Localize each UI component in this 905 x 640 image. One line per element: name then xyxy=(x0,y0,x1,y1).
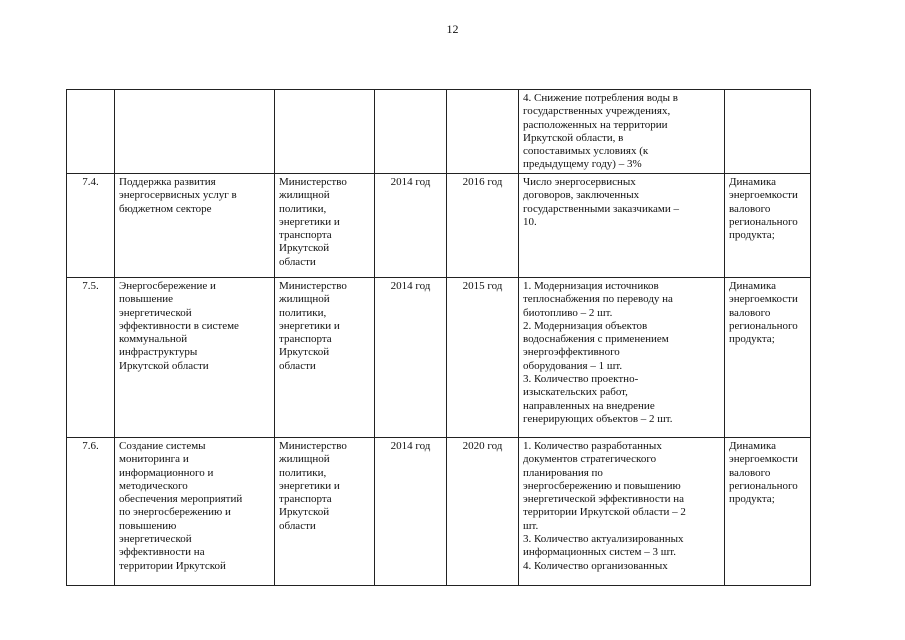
cell-activity-name-line: энергосервисных услуг в xyxy=(119,189,237,202)
cell-activity-name-line: по энергосбережению и xyxy=(119,506,231,519)
cell-end-year xyxy=(447,438,519,586)
cell-executor-line: транспорта xyxy=(279,493,332,506)
cell-executor-line: жилищной xyxy=(279,453,330,466)
cell-expected-results-line: государственными заказчиками – xyxy=(523,202,679,215)
cell-expected-results-line: шт. xyxy=(523,519,539,532)
cell-number xyxy=(67,438,115,586)
cell-indicator-line: валового xyxy=(729,202,771,215)
cell-activity-name-line: методического xyxy=(119,479,188,492)
cell-executor-line: транспорта xyxy=(279,229,332,242)
cell-expected-results xyxy=(519,278,725,438)
cell-expected-results-line: направленных на внедрение xyxy=(523,399,655,412)
cell-expected-results-line: теплоснабжения по переводу на xyxy=(523,293,673,306)
cell-expected-results-line: энергоэффективного xyxy=(523,346,620,359)
cell-activity-name xyxy=(115,438,275,586)
cell-activity-name xyxy=(115,278,275,438)
cell-indicator-line: продукта; xyxy=(729,333,775,346)
table-row xyxy=(67,90,811,174)
cell-executor-line: жилищной xyxy=(279,189,330,202)
cell-expected-results-line: 3. Количество проектно- xyxy=(523,373,639,386)
cell-start-year-text: 2014 год xyxy=(390,440,431,452)
cell-indicator-line: Динамика xyxy=(729,280,777,292)
cell-executor-line: энергетики и xyxy=(279,479,340,492)
cell-number-text: 7.5. xyxy=(82,280,99,292)
cell-end-year xyxy=(447,90,519,174)
cell-expected-results-line: 2. Модернизация объектов xyxy=(523,319,648,332)
cell-expected-results-line: договоров, заключенных xyxy=(523,189,640,202)
cell-activity-name-line: Поддержка развития xyxy=(119,176,216,188)
cell-expected-results-line: энергетической эффективности на xyxy=(523,493,684,506)
cell-executor-line: энергетики и xyxy=(279,319,340,332)
cell-executor-line: жилищной xyxy=(279,293,330,306)
cell-expected-results-line: 1. Количество разработанных xyxy=(523,440,662,452)
cell-end-year-text: 2016 год xyxy=(462,176,503,188)
cell-start-year xyxy=(375,174,447,278)
cell-executor-line: области xyxy=(279,519,316,532)
cell-expected-results xyxy=(519,90,725,174)
cell-executor-line: Иркутской xyxy=(279,242,330,255)
cell-indicator-line: Динамика xyxy=(729,176,777,188)
cell-expected-results-line: Число энергосервисных xyxy=(523,176,636,188)
cell-activity-name-line: бюджетном секторе xyxy=(119,202,212,215)
cell-indicator-line: регионального xyxy=(729,215,798,228)
cell-activity-name-line: Энергосбережение и xyxy=(119,280,216,292)
cell-end-year-text: 2020 год xyxy=(462,440,503,452)
cell-activity-name-line: Создание системы xyxy=(119,440,206,452)
cell-indicator-line: продукта; xyxy=(729,229,775,242)
table-row xyxy=(67,174,811,278)
cell-expected-results-line: предыдущему году) – 3% xyxy=(523,158,642,171)
cell-start-year-text: 2014 год xyxy=(390,176,431,188)
cell-expected-results xyxy=(519,438,725,586)
cell-indicator-line: регионального xyxy=(729,479,798,492)
cell-executor xyxy=(275,278,375,438)
cell-activity-name-line: инфраструктуры xyxy=(119,346,198,359)
cell-executor-line: Министерство xyxy=(279,280,347,292)
table-row xyxy=(67,438,811,586)
cell-indicator xyxy=(725,438,811,586)
cell-executor-line: Иркутской xyxy=(279,506,330,519)
table-row xyxy=(67,278,811,438)
page-number: 12 xyxy=(446,22,459,36)
cell-executor xyxy=(275,90,375,174)
cell-expected-results-line: 10. xyxy=(523,215,537,228)
cell-indicator xyxy=(725,278,811,438)
cell-executor-line: области xyxy=(279,255,316,268)
cell-executor-line: Иркутской xyxy=(279,346,330,359)
cell-indicator-line: регионального xyxy=(729,319,798,332)
cell-indicator xyxy=(725,174,811,278)
cell-executor-line: политики, xyxy=(279,466,327,479)
cell-start-year-text: 2014 год xyxy=(390,280,431,292)
cell-executor-line: области xyxy=(279,359,316,372)
cell-end-year xyxy=(447,174,519,278)
cell-expected-results-line: изыскательских работ, xyxy=(523,386,628,399)
cell-expected-results-line: планирования по xyxy=(523,466,603,479)
cell-activity-name-line: эффективности на xyxy=(119,546,205,559)
cell-activity-name-line: повышение xyxy=(119,293,173,306)
cell-expected-results-line: 4. Снижение потребления воды в xyxy=(523,92,678,104)
program-table xyxy=(66,89,811,586)
cell-number-text: 7.4. xyxy=(82,176,99,188)
cell-executor-line: транспорта xyxy=(279,333,332,346)
cell-number-text: 7.6. xyxy=(82,440,99,452)
cell-expected-results-line: расположенных на территории xyxy=(523,118,668,131)
cell-indicator-line: энергоемкости xyxy=(729,453,798,466)
cell-start-year xyxy=(375,438,447,586)
cell-activity-name-line: территории Иркутской xyxy=(119,559,226,572)
cell-activity-name-line: повышению xyxy=(119,519,177,532)
cell-executor-line: политики, xyxy=(279,202,327,215)
cell-activity-name xyxy=(115,174,275,278)
cell-activity-name-line: обеспечения мероприятий xyxy=(119,493,243,506)
cell-activity-name xyxy=(115,90,275,174)
cell-activity-name-line: коммунальной xyxy=(119,333,188,346)
cell-expected-results-line: сопоставимых условиях (к xyxy=(523,145,649,158)
cell-activity-name-line: мониторинга и xyxy=(119,453,189,466)
cell-expected-results-line: Иркутской области, в xyxy=(523,131,624,144)
cell-expected-results-line: 4. Количество организованных xyxy=(523,559,668,572)
cell-activity-name-line: энергетической xyxy=(119,533,192,546)
cell-indicator-line: валового xyxy=(729,466,771,479)
cell-executor xyxy=(275,174,375,278)
cell-expected-results xyxy=(519,174,725,278)
cell-activity-name-line: Иркутской области xyxy=(119,359,209,372)
cell-start-year xyxy=(375,90,447,174)
cell-expected-results-line: 3. Количество актуализированных xyxy=(523,533,684,546)
cell-number xyxy=(67,90,115,174)
cell-indicator-line: Динамика xyxy=(729,440,777,452)
cell-start-year xyxy=(375,278,447,438)
cell-expected-results-line: информационных систем – 3 шт. xyxy=(523,546,676,559)
cell-expected-results-line: государственных учреждениях, xyxy=(523,105,671,118)
cell-indicator-line: энергоемкости xyxy=(729,189,798,202)
cell-indicator-line: продукта; xyxy=(729,493,775,506)
cell-executor-line: Министерство xyxy=(279,440,347,452)
cell-activity-name-line: эффективности в системе xyxy=(119,319,239,332)
cell-expected-results-line: 1. Модернизация источников xyxy=(523,280,659,292)
cell-number xyxy=(67,174,115,278)
cell-activity-name-line: информационного и xyxy=(119,466,214,479)
cell-expected-results-line: генерирующих объектов – 2 шт. xyxy=(523,412,673,425)
cell-indicator xyxy=(725,90,811,174)
cell-activity-name-line: энергетической xyxy=(119,306,192,319)
cell-number xyxy=(67,278,115,438)
cell-end-year-text: 2015 год xyxy=(462,280,503,292)
cell-expected-results-line: водоснабжения с применением xyxy=(523,333,669,346)
cell-expected-results-line: энергосбережению и повышению xyxy=(523,479,681,492)
cell-indicator-line: валового xyxy=(729,306,771,319)
cell-expected-results-line: оборудования – 1 шт. xyxy=(523,359,623,372)
cell-end-year xyxy=(447,278,519,438)
cell-executor-line: Министерство xyxy=(279,176,347,188)
cell-expected-results-line: территории Иркутской области – 2 xyxy=(523,506,686,519)
cell-executor-line: политики, xyxy=(279,306,327,319)
cell-indicator-line: энергоемкости xyxy=(729,293,798,306)
cell-expected-results-line: биотопливо – 2 шт. xyxy=(523,306,613,319)
cell-executor-line: энергетики и xyxy=(279,215,340,228)
cell-expected-results-line: документов стратегического xyxy=(523,453,657,466)
cell-executor xyxy=(275,438,375,586)
